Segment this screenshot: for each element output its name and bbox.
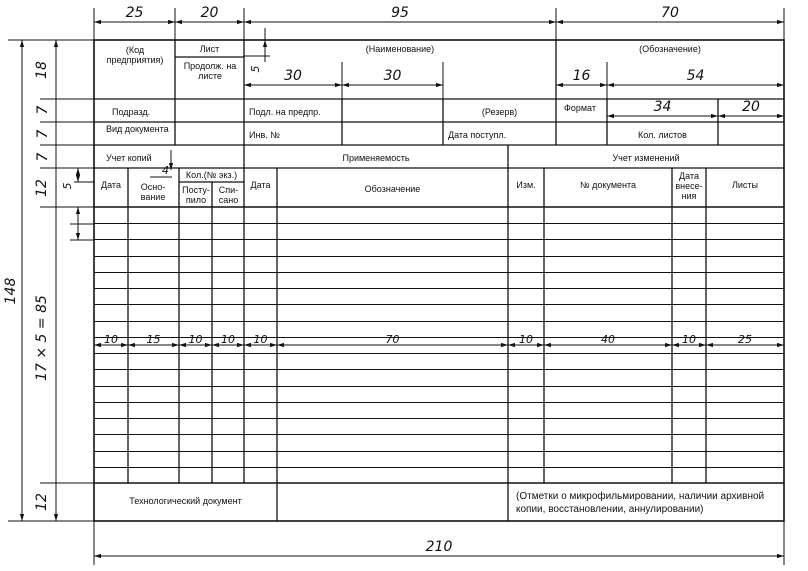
col-basis: Осно- вание [140,182,166,202]
dim-top-20: 20 [200,5,219,21]
tech-doc-label: Технологический документ [129,496,242,506]
receipt-date-label: Дата поступл. [448,130,507,140]
dim-body-40: 40 [601,333,615,346]
dim-bottom-210: 210 [425,539,453,555]
dim-body-10e: 10 [519,333,533,346]
dim-left-12a: 12 [34,179,50,197]
changes-section-title: Учет изменений [612,153,680,163]
dim-mid-16: 16 [572,68,591,84]
microfilm-note: (Отметки о микрофильмировании, наличии архивной копии, восстановлении, аннулировании) [516,491,765,515]
col-written-off: Спи- сано [218,185,239,205]
applicability-section-title: Применяемость [342,153,410,163]
col-date: Дата [101,180,121,190]
dim-low-20: 20 [742,99,760,115]
col-entry-date: Дата внесе- ния [675,171,703,201]
col-app-date: Дата [250,180,271,190]
dim-mid-54: 54 [686,68,705,84]
dim-left-85: 17 × 5 = 85 [34,295,50,381]
dim-small-4: 4 [162,164,169,177]
col-qty: Кол.(№ экз.) [185,170,238,180]
sheet-count-label: Кол. листов [638,130,687,140]
dim-top-95: 95 [391,5,409,21]
dim-left-12b: 12 [34,493,50,511]
inventory-no-label: Инв. № [249,130,280,140]
dim-low-34: 34 [653,99,672,115]
col-sheets: Листы [731,180,759,190]
col-received: Посту- пило [182,185,210,205]
sheet-label: Лист [199,44,220,54]
dim-top-25: 25 [125,5,144,21]
reserve-label: (Резерв) [481,107,518,117]
format-label: Формат [564,103,596,113]
col-doc-no: № документа [579,180,637,190]
dim-body-15: 15 [146,333,161,346]
dim-left-7b: 7 [35,129,51,139]
doc-type-label: Вид документа [106,124,169,134]
dim-body-10a: 10 [104,333,118,346]
dim-left-7a: 7 [35,105,51,115]
dim-small-5-header: 5 [249,65,262,73]
original-signature-label: Подл. на предпр. [249,107,321,117]
dim-body-10f: 10 [682,333,696,346]
dim-body-10c: 10 [221,333,235,346]
dim-body-10b: 10 [188,333,203,346]
dim-top-70: 70 [661,5,679,21]
dim-left-7c: 7 [35,152,51,162]
dim-small-5-left: 5 [61,182,74,190]
dim-body-70: 70 [385,333,400,346]
col-change: Изм. [516,180,536,190]
dim-left-18: 18 [34,61,50,79]
dim-body-10d: 10 [253,333,268,346]
name-label: (Наименование) [365,44,435,54]
col-app-designation: Обозначение [364,184,421,194]
dim-mid-30a: 30 [284,68,302,84]
org-code-label: (Код предприятия) [106,45,164,65]
dim-mid-30b: 30 [383,68,402,84]
cont-sheet-label: Продолж. на листе [183,61,237,81]
subdivision-label: Подразд. [112,107,151,117]
designation-label: (Обозначение) [639,44,701,54]
copies-section-title: Учет копий [106,153,152,163]
dim-body-25: 25 [738,333,752,346]
dim-left-148: 148 [3,277,19,305]
